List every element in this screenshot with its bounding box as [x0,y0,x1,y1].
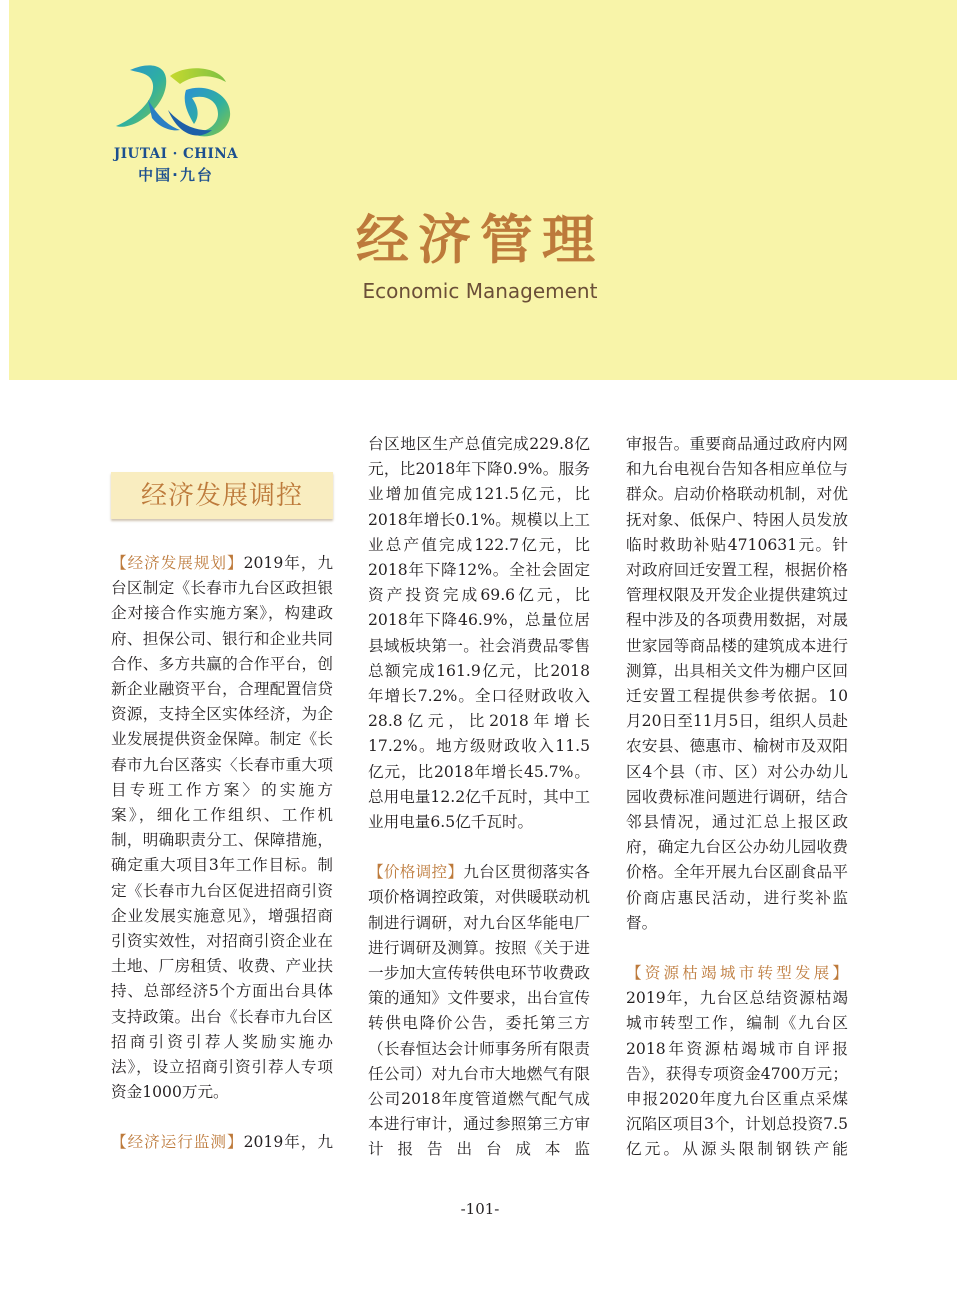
paragraph-tag: 【经济发展规划】 [111,554,244,572]
paragraph-text: 九台区贯彻落实各项价格调控政策，对供暖联动机制进行调研，对九台区华能电厂进行调研及测算。按照《关于进一步加大宣传转供电环节收费政策的通知》文件要求，出台宣传转供电降价公告，委托第三方（长春恒达会计师事务所有限责任公司）对九台市大地燃气有限公司2018年度管道燃气配气成本进行审计，通过参照第三方审计报告出台成本监 [368,863,590,1159]
paragraph-economic-monitoring [111,1130,333,1155]
section-heading: 经济发展调控 [140,481,303,511]
logo-chinese-text: 中国·九台 [138,166,214,184]
logo-english-text: JIUTAI · CHINA [113,146,239,162]
paragraph-price-continued [626,432,848,936]
text-column-3 [626,432,848,1163]
paragraph-tag: 【经济运行监测】 [111,1133,244,1152]
paragraph-text: 台区地区生产总值完成229.8亿元，比2018年下降0.9%。服务业增加值完成121.5亿元，比2018年增长0.1%。规模以上工业总产值完成122.7亿元，比2018年下降12%。全社会固定资产投资完成69.6亿元，比2018年下降46.9%，总量位居县域板块第一。社会消费品零售总额完成161.9亿元，比2018年增长7.2%。全口径财政收入28.8亿元，比2018年增长17.2%。地方级财政收入11.5亿元，比2018年增长45.7%。总用电量12.2亿千瓦时，其中工业用电量6.5亿千瓦时。 [368,435,590,832]
page-title: 经济管理 [356,209,604,271]
page-subtitle: Economic Management [362,279,598,303]
section-heading-box [111,472,333,519]
paragraph-monitoring-continued [368,432,590,835]
paragraph-text: 2019年，九台区制定《长春市九台区政担银企对接合作实施方案》，构建政府、担保公司、银行和企业共同合作、多方共赢的合作平台，创新企业融资平台，合理配置信贷资源，支持全区实体经济，为企业发展提供资金保障。制定《长春市九台区落实〈长春市重大项目专班工作方案〉的实施方案》，细化工作组织、工作机制，明确职责分工、保障措施，确定重大项目3年工作目标。制定《长春市九台区促进招商引资企业发展实施意见》，增强招商引资实效性，对招商引资企业在土地、厂房租赁、收费、产业扶持、总部经济5个方面出台具体支持政策。出台《长春市九台区招商引资引荐人奖励实施办法》，设立招商引资引荐人专项资金1000万元。 [111,554,333,1102]
paragraph-price-control [368,860,590,1162]
paragraph-tag: 【资源枯竭城市转型发展】 [626,964,848,983]
paragraph-text: 审报告。重要商品通过政府内网和九台电视台告知各相应单位与群众。启动价格联动机制，对优抚对象、低保户、特困人员发放临时救助补贴4710631元。针对政府回迁安置工程，根据价格管理权限及开发企业提供建筑过程中涉及的各项费用数据，对晟世家园等商品楼的建筑成本进行测算，出具相关文件为棚户区回迁安置工程提供参考依据。10月20日至11月5日，组织人员赴农安县、德惠市、榆树市及双阳区4个县（市、区）对公办幼儿园收费标准问题进行调研，结合邻县情况，通过汇总上报区政府，确定九台区公办幼儿园收费价格。全年开展九台区副食品平价商店惠民活动，进行奖补监督。 [626,435,848,932]
paragraph-tag: 【价格调控】 [368,863,464,882]
paragraph-city-transformation [626,961,848,1163]
paragraph-text: 2019年，九台区总结资源枯竭城市转型工作，编制《九台区2018年资源枯竭城市自评报告》，获得专项资金4700万元；申报2020年度九台区重点采煤沉陷区项目3个，计划总投资7.5亿元。从源头限制钢铁产能 [626,989,848,1159]
text-column-2 [368,432,590,1163]
text-column-1 [111,551,333,1156]
page-number: -101- [460,1200,500,1218]
paragraph-text: 2019年，九 [243,1133,333,1152]
paragraph-economic-planning [111,551,333,1105]
header-band [9,0,957,380]
